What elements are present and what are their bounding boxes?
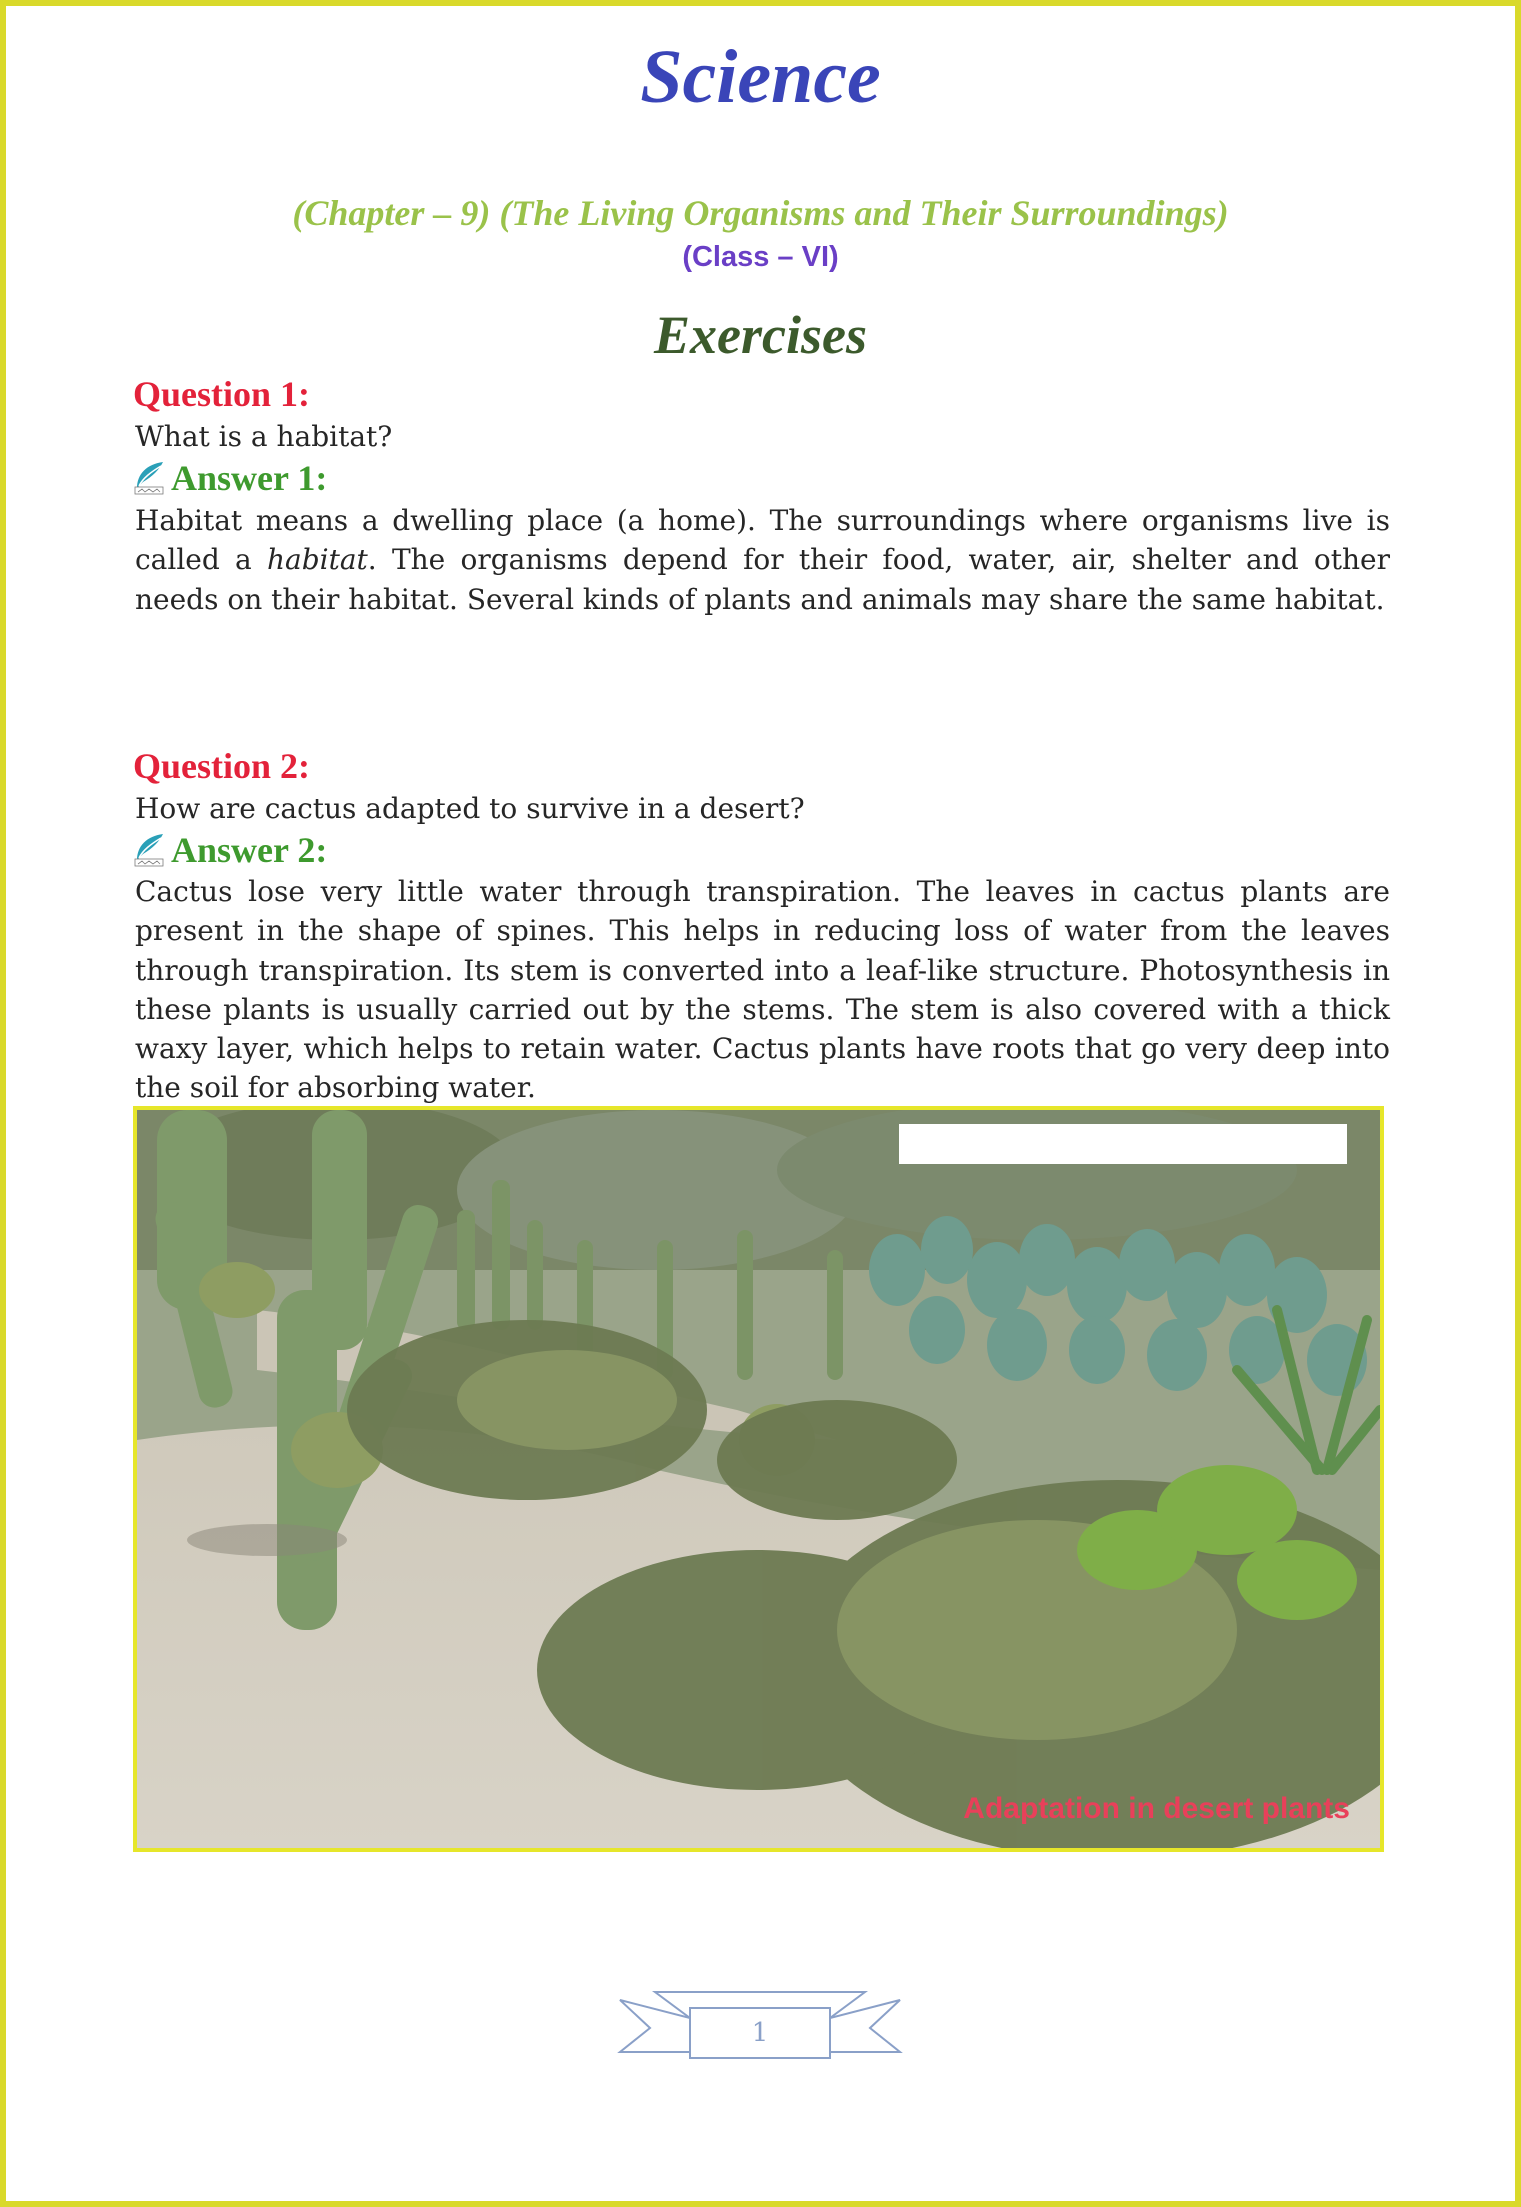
section-heading: Exercises bbox=[654, 305, 867, 365]
answer-2-text: Cactus lose very little water through transpiration. The leaves in cactus plants are present in the shape of spines. This helps in reducing loss of water from the leaves through transpiration. Its stem is converted into a leaf-like structure. Photosynthesis in these plants is usually carried out by the stems. The stem is also covered with a thick waxy layer, which helps to retain water. Cactus plants have roots that go very deep into the soil for absorbing water. bbox=[135, 875, 1390, 1105]
desert-plants-photo bbox=[133, 1106, 1384, 1852]
question-2-label: Question 2: bbox=[133, 746, 311, 786]
answer-1-text-part-1: Habitat means a dwelling place (a home). The surroundings where organisms live is called a bbox=[135, 504, 1390, 577]
chapter-heading: (Chapter – 9) (The Living Organisms and Their Surroundings) bbox=[292, 193, 1229, 233]
question-2-text: How are cactus adapted to survive in a desert? bbox=[135, 792, 805, 825]
page-number: 1 bbox=[751, 2018, 769, 2048]
desert-scene-illustration bbox=[137, 1110, 1380, 1848]
page-number-ribbon bbox=[615, 1990, 905, 2070]
answer-1-text-part-2: . The organisms depend for their food, water, air, shelter and other needs on their habitat. Several kinds of plants and animals may share the same habitat. bbox=[135, 543, 1390, 616]
photo-label-box bbox=[899, 1124, 1347, 1164]
answer-1-label: Answer 1: bbox=[171, 458, 328, 498]
page-title: Science bbox=[640, 35, 881, 119]
class-label: (Class – VI) bbox=[682, 241, 839, 273]
question-1-label: Question 1: bbox=[133, 374, 311, 414]
logo-icon bbox=[133, 460, 165, 496]
answer-1-label-row bbox=[133, 456, 327, 500]
question-1-text: What is a habitat? bbox=[135, 420, 393, 453]
logo-icon bbox=[133, 832, 165, 868]
answer-1-text-emphasis: habitat bbox=[266, 543, 368, 577]
answer-2-label-row bbox=[133, 828, 327, 872]
answer-1-text bbox=[135, 501, 1390, 619]
photo-caption: Adaptation in desert plants bbox=[963, 1792, 1350, 1825]
answer-2-label: Answer 2: bbox=[171, 830, 328, 870]
